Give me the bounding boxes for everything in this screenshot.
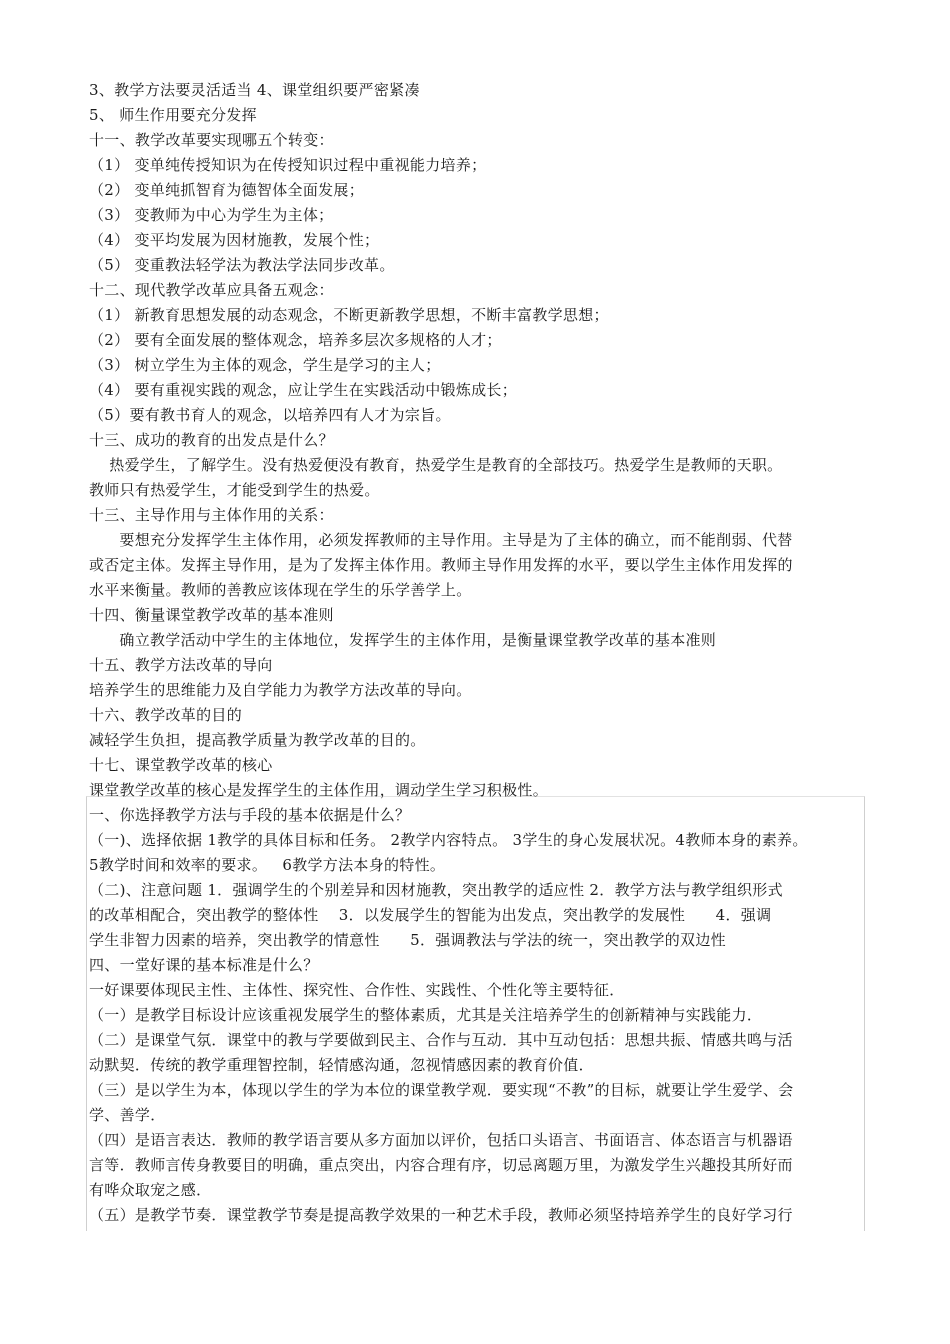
section-heading: 十三、主导作用与主体作用的关系： [89,506,334,524]
paragraph-line: 的改革相配合，突出教学的整体性 3．以发展学生的智能为出发点，突出教学的发展性 4．强调 [89,906,772,924]
paragraph-line: 言等．教师言传身教要目的明确，重点突出，内容合理有序，切忌离题万里，为激发学生兴趣投其所好而 [89,1156,793,1174]
paragraph-line: （二）是课堂气氛．课堂中的教与学要做到民主、合作与互动．其中互动包括：思想共振、情感共鸣与活 [89,1031,793,1049]
paragraph-line: （五）是教学节奏．课堂教学节奏是提高教学效果的一种艺术手段，教师必须坚持培养学生的良好学习行 [89,1206,793,1224]
list-item: （5） 变重教法轻学法为教法学法同步改革。 [89,256,395,274]
paragraph-line: （一）是教学目标设计应该重视发展学生的整体素质，尤其是关注培养学生的创新精神与实践能力． [89,1006,763,1024]
paragraph-line: 有哗众取宠之感． [89,1181,212,1199]
paragraph-line: 教师只有热爱学生，才能受到学生的热爱。 [89,481,380,499]
paragraph-line: （三）是以学生为本，体现以学生的学为本位的课堂教学观．要实现“不教”的目标，就要让学生爱学、会 [89,1081,794,1099]
list-item: （2） 要有全面发展的整体观念，培养多层次多规格的人才； [89,331,502,349]
list-item: （3） 树立学生为主体的观念，学生是学习的主人； [89,356,441,374]
section-heading: 十二、现代教学改革应具备五观念： [89,281,334,299]
paragraph-line: （四）是语言表达．教师的教学语言要从多方面加以评价，包括口头语言、书面语言、体态语言与机器语 [89,1131,793,1149]
section-heading: 十七、课堂教学改革的核心 [89,756,273,774]
section-heading: 四、一堂好课的基本标准是什么？ [89,956,319,974]
list-item: （1） 变单纯传授知识为在传授知识过程中重视能力培养； [89,156,487,174]
section-heading: 十一、教学改革要实现哪五个转变： [89,131,334,149]
paragraph-line: 热爱学生，了解学生。没有热爱便没有教育，热爱学生是教育的全部技巧。热爱学生是教师的天职。 [89,456,783,474]
paragraph-line: 课堂教学改革的核心是发挥学生的主体作用，调动学生学习积极性。 [89,781,549,799]
paragraph-line: 学生非智力因素的培养，突出教学的情意性 5．强调教法与学法的统一，突出教学的双边性 [89,931,726,949]
paragraph-line: （一)、选择依据 1教学的具体目标和任务。 2教学内容特点。 3学生的身心发展状况。4教师本身的素养。 [89,831,808,849]
list-item: （1） 新教育思想发展的动态观念，不断更新教学思想，不断丰富教学思想； [89,306,609,324]
section-heading: 一、你选择教学方法与手段的基本依据是什么？ [89,806,411,824]
paragraph-line: 动默契．传统的教学重理智控制，轻情感沟通，忽视情感因素的教育价值． [89,1056,594,1074]
paragraph-line: 确立教学活动中学生的主体地位，发挥学生的主体作用，是衡量课堂教学改革的基本准则 [89,631,717,649]
section-heading: 十四、衡量课堂教学改革的基本准则 [89,606,334,624]
paragraph-line: 5教学时间和效率的要求。 6教学方法本身的特性。 [89,856,446,874]
paragraph-line: 学、善学． [89,1106,166,1124]
paragraph-line: （二)、注意问题 1．强调学生的个别差异和因材施教，突出教学的适应性 2．教学方法与教学组织形式 [89,881,783,899]
section-heading: 十六、教学改革的目的 [89,706,243,724]
list-item: （3） 变教师为中心为学生为主体； [89,206,334,224]
list-item: （5）要有教书育人的观念，以培养四有人才为宗旨。 [89,406,451,424]
section-heading: 十三、成功的教育的出发点是什么？ [89,431,334,449]
paragraph-line: 培养学生的思维能力及自学能力为教学方法改革的导向。 [89,681,472,699]
paragraph-line: 一好课要体现民主性、主体性、探究性、合作性、实践性、个性化等主要特征． [89,981,625,999]
text-line: 5、 师生作用要充分发挥 [89,106,257,124]
paragraph-line: 水平来衡量。教师的善教应该体现在学生的乐学善学上。 [89,581,472,599]
list-item: （4） 要有重视实践的观念，应让学生在实践活动中锻炼成长； [89,381,518,399]
paragraph-line: 要想充分发挥学生主体作用，必须发挥教师的主导作用。主导是为了主体的确立，而不能削弱、代替 [89,531,793,549]
paragraph-line: 减轻学生负担，提高教学质量为教学改革的目的。 [89,731,426,749]
list-item: （2） 变单纯抓智育为德智体全面发展； [89,181,365,199]
paragraph-line: 或否定主体。发挥主导作用，是为了发挥主体作用。教师主导作用发挥的水平，要以学生主体作用发挥的 [89,556,793,574]
list-item: （4） 变平均发展为因材施教，发展个性； [89,231,380,249]
section-heading: 十五、教学方法改革的导向 [89,656,273,674]
text-line: 3、教学方法要灵活适当 4、课堂组织要严密紧凑 [89,81,420,99]
